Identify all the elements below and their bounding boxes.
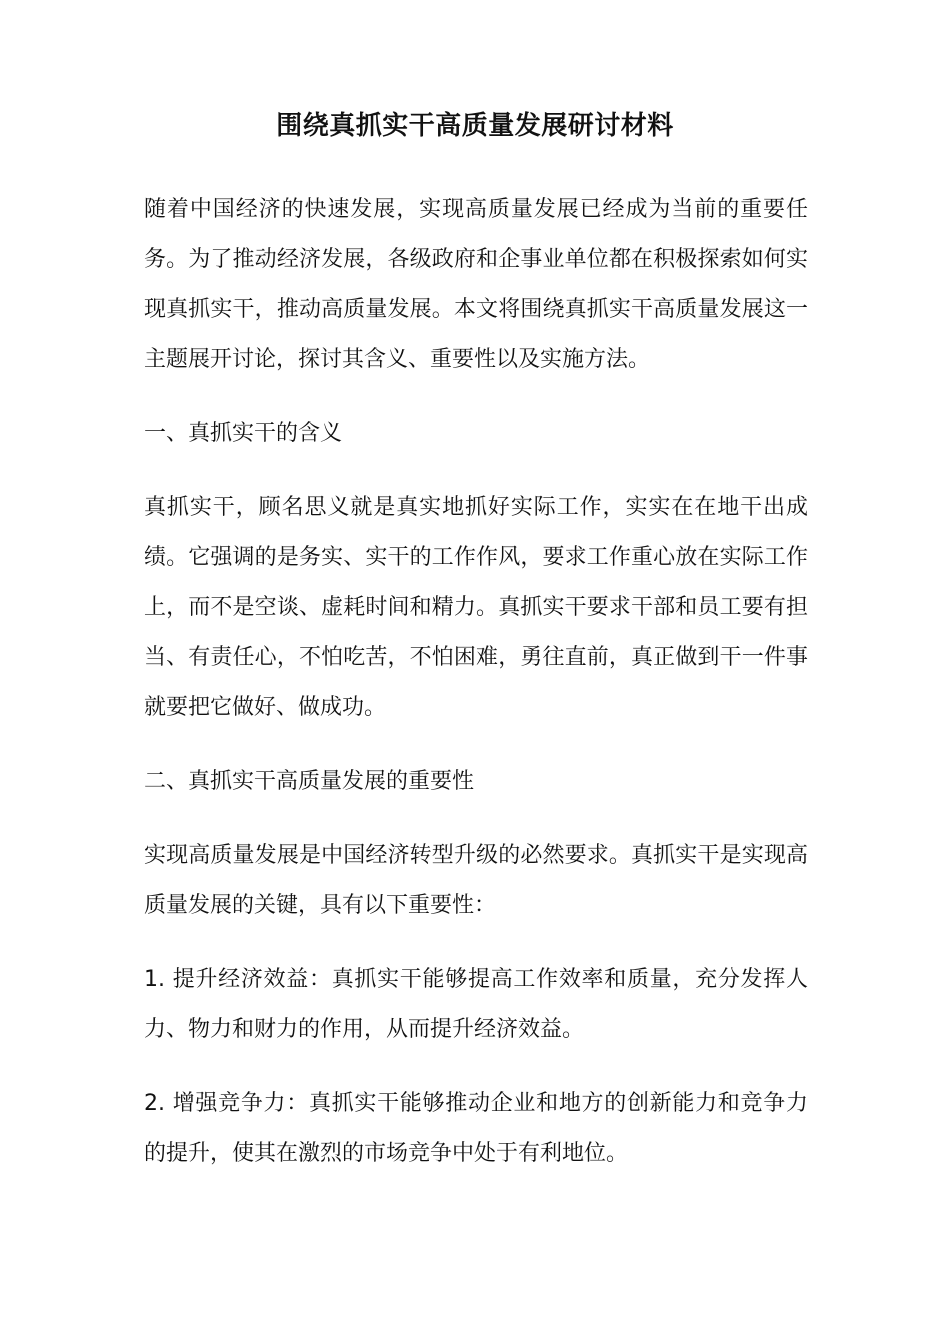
section-1-heading: 一、真抓实干的含义: [144, 421, 343, 446]
document-body: [144, 185, 808, 1203]
section-1-paragraph: 真抓实干，顾名思义就是真实地抓好实际工作，实实在在地干出成绩。它强调的是务实、实干的工作作风，要求工作重心放在实际工作上，而不是空谈、虚耗时间和精力。真抓实干要求干部和员工要有担当、有责任心，不怕吃苦，不怕困难，勇往直前，真正做到干一件事就要把它做好、做成功。: [144, 495, 808, 720]
intro-paragraph: 随着中国经济的快速发展，实现高质量发展已经成为当前的重要任务。为了推动经济发展，各级政府和企事业单位都在积极探索如何实现真抓实干，推动高质量发展。本文将围绕真抓实干高质量发展这一主题展开讨论，探讨其含义、重要性以及实施方法。: [144, 197, 808, 372]
document-title: 围绕真抓实干高质量发展研讨材料: [276, 111, 674, 141]
section-2-heading: 二、真抓实干高质量发展的重要性: [144, 769, 475, 794]
list-item-1: 1. 提升经济效益：真抓实干能够提高工作效率和质量，充分发挥人力、物力和财力的作用，从而提升经济效益。: [144, 967, 808, 1042]
section-2-paragraph: 实现高质量发展是中国经济转型升级的必然要求。真抓实干是实现高质量发展的关键，具有以下重要性：: [144, 843, 808, 918]
list-item-2: 2. 增强竞争力：真抓实干能够推动企业和地方的创新能力和竞争力的提升，使其在激烈的市场竞争中处于有利地位。: [144, 1091, 808, 1166]
